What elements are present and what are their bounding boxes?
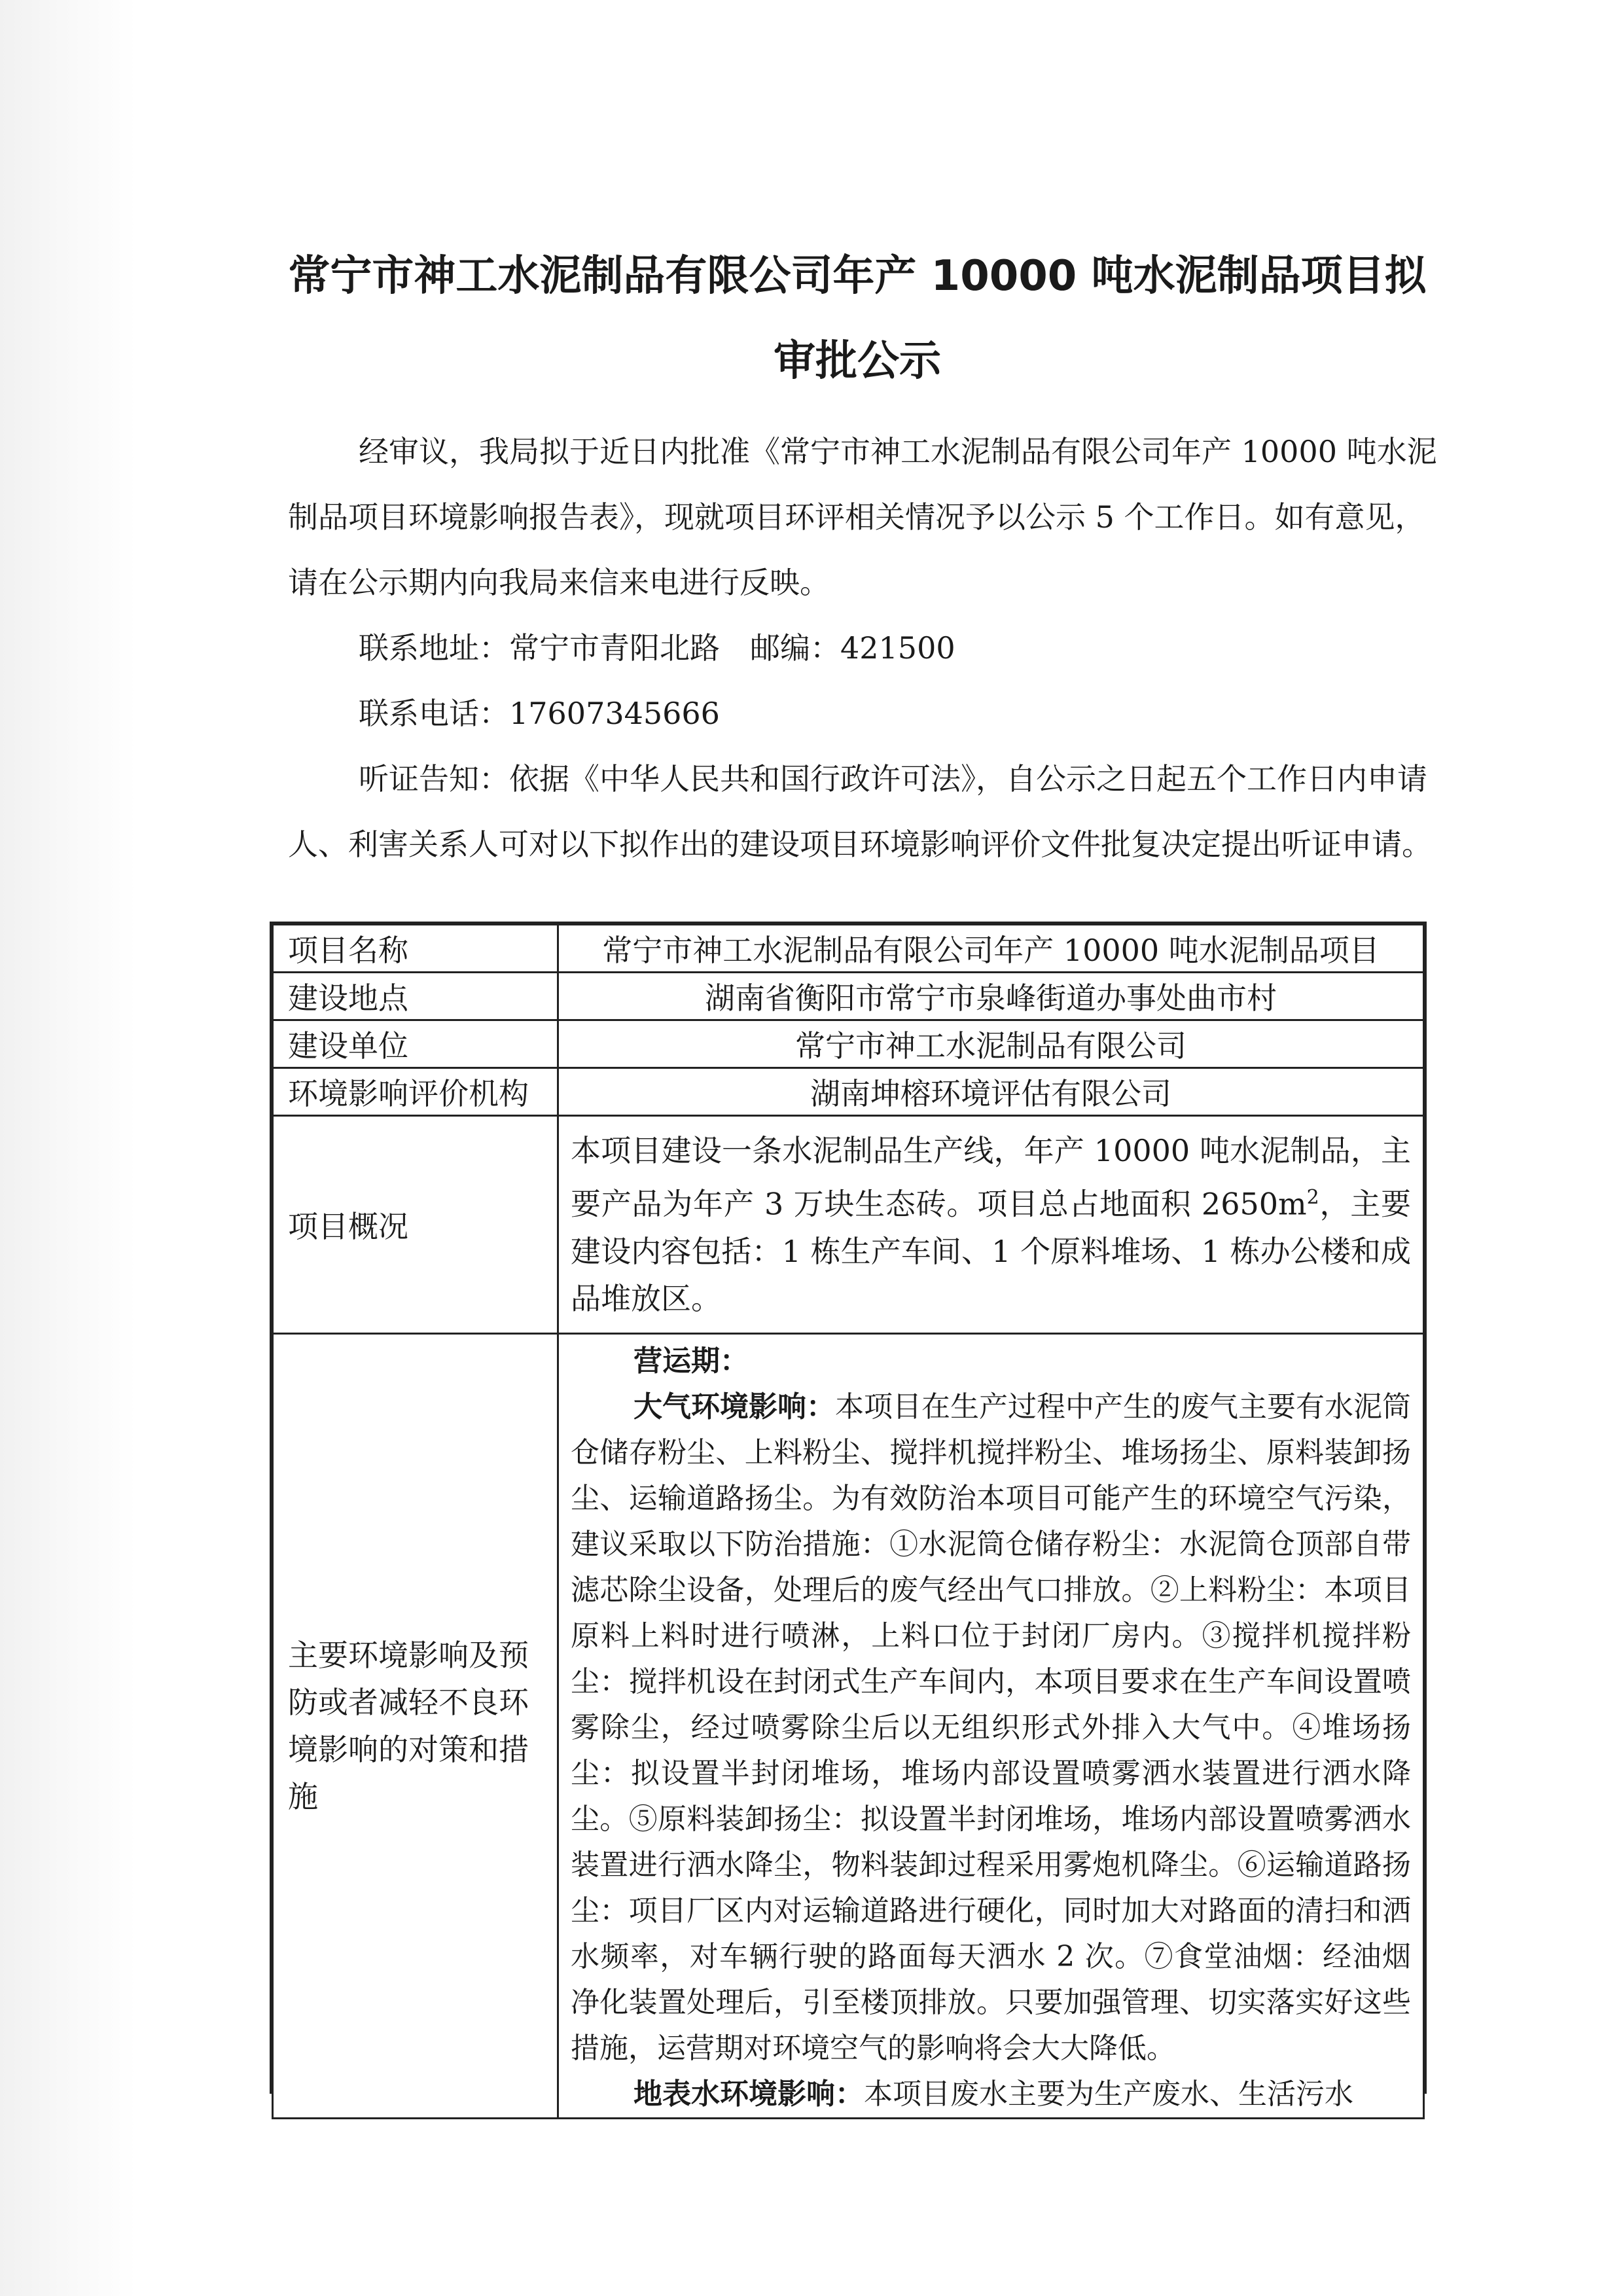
row-label-eia-agency: 环境影响评价机构 — [273, 1068, 558, 1116]
table-row — [273, 1020, 1424, 1068]
water-impact-paragraph — [571, 2072, 1411, 2117]
row-label-measures: 主要环境影响及预防或者减轻不良环境影响的对策和措施 — [273, 1334, 558, 2119]
water-impact-text: 本项目废水主要为生产废水、生活污水 — [864, 2077, 1353, 2111]
row-value-location: 湖南省衡阳市常宁市泉峰街道办事处曲市村 — [558, 973, 1424, 1020]
overview-text-a: 本项目建设一条水泥制品生产线，年产 10000 吨水泥制品，主要产品为年产 3 万块生态砖。项目总占地面积 2650m — [571, 1133, 1411, 1222]
table-row — [273, 1334, 1424, 2119]
table-row — [273, 1068, 1424, 1116]
row-value-eia-agency: 湖南坤榕环境评估有限公司 — [558, 1068, 1424, 1116]
contact-phone: 联系电话：17607345666 — [359, 696, 720, 731]
table-row — [273, 973, 1424, 1020]
air-impact-heading: 大气环境影响： — [633, 1390, 835, 1424]
row-value-project-name: 常宁市神工水泥制品有限公司年产 10000 吨水泥制品项目 — [558, 925, 1424, 973]
notice-title-line-1: 常宁市神工水泥制品有限公司年产 10000 吨水泥制品项目拟 — [288, 252, 1427, 300]
table-row — [273, 1116, 1424, 1334]
contact-address: 联系地址：常宁市青阳北路 邮编：421500 — [359, 630, 955, 666]
row-value-builder: 常宁市神工水泥制品有限公司 — [558, 1020, 1424, 1068]
air-impact-paragraph — [571, 1384, 1411, 2072]
row-label-overview: 项目概况 — [273, 1116, 558, 1334]
table-row — [273, 925, 1424, 973]
water-impact-heading: 地表水环境影响： — [633, 2077, 864, 2111]
row-value-measures — [558, 1334, 1424, 2119]
hearing-notice: 听证告知：依据《中华人民共和国行政许可法》，自公示之日起五个工作日内申请人、利害关系人可对以下拟作出的建设项目环境影响评价文件批复决定提出听证申请。 — [288, 761, 1432, 862]
row-label-builder: 建设单位 — [273, 1020, 558, 1068]
air-impact-text: 本项目在生产过程中产生的废气主要有水泥筒仓储存粉尘、上料粉尘、搅拌机搅拌粉尘、堆场扬尘、原料装卸扬尘、运输道路扬尘。为有效防治本项目可能产生的环境空气污染，建议采取以下防治措施：①水泥筒仓储存粉尘：水泥筒仓顶部自带滤芯除尘设备，处理后的废气经出气口排放。②上料粉尘：本项目原料上料时进行喷淋，上料口位于封闭厂房内。③搅拌机搅拌粉尘：搅拌机设在封闭式生产车间内，本项目要求在生产车间设置喷雾除尘，经过喷雾除尘后以无组织形式外排入大气中。④堆场扬尘：拟设置半封闭堆场，堆场内部设置喷雾洒水装置进行洒水降尘。⑤原料装卸扬尘：拟设置半封闭堆场，堆场内部设置喷雾洒水装置进行洒水降尘，物料装卸过程采用雾炮机降尘。⑥运输道路扬尘：项目厂区内对运输道路进行硬化，同时加大对路面的清扫和洒水频率，对车辆行驶的路面每天洒水 2 次。⑦食堂油烟：经油烟净化装置处理后，引至楼顶排放。只要加强管理、切实落实好这些措施，运营期对环境空气的影响将会大大降低。 — [571, 1390, 1411, 2065]
row-value-overview — [558, 1116, 1424, 1334]
area-unit-superscript: 2 — [1306, 1186, 1319, 1210]
notice-title-line-2: 审批公示 — [774, 337, 941, 386]
intro-paragraph: 经审议，我局拟于近日内批准《常宁市神工水泥制品有限公司年产 10000 吨水泥制品项目环境影响报告表》，现就项目环评相关情况予以公示 5 个工作日。如有意见，请在公示期内向我局来信来电进行反映。 — [288, 434, 1437, 600]
project-info-table — [270, 922, 1427, 2111]
overview-text-b: ，主要建设内容包括：1 栋生产车间、1 个原料堆场、1 栋办公楼和成品堆放区。 — [571, 1186, 1411, 1316]
row-label-location: 建设地点 — [273, 973, 558, 1020]
scan-edge-shadow — [0, 0, 137, 2296]
operation-period-heading: 营运期： — [633, 1344, 749, 1378]
row-label-project-name: 项目名称 — [273, 925, 558, 973]
